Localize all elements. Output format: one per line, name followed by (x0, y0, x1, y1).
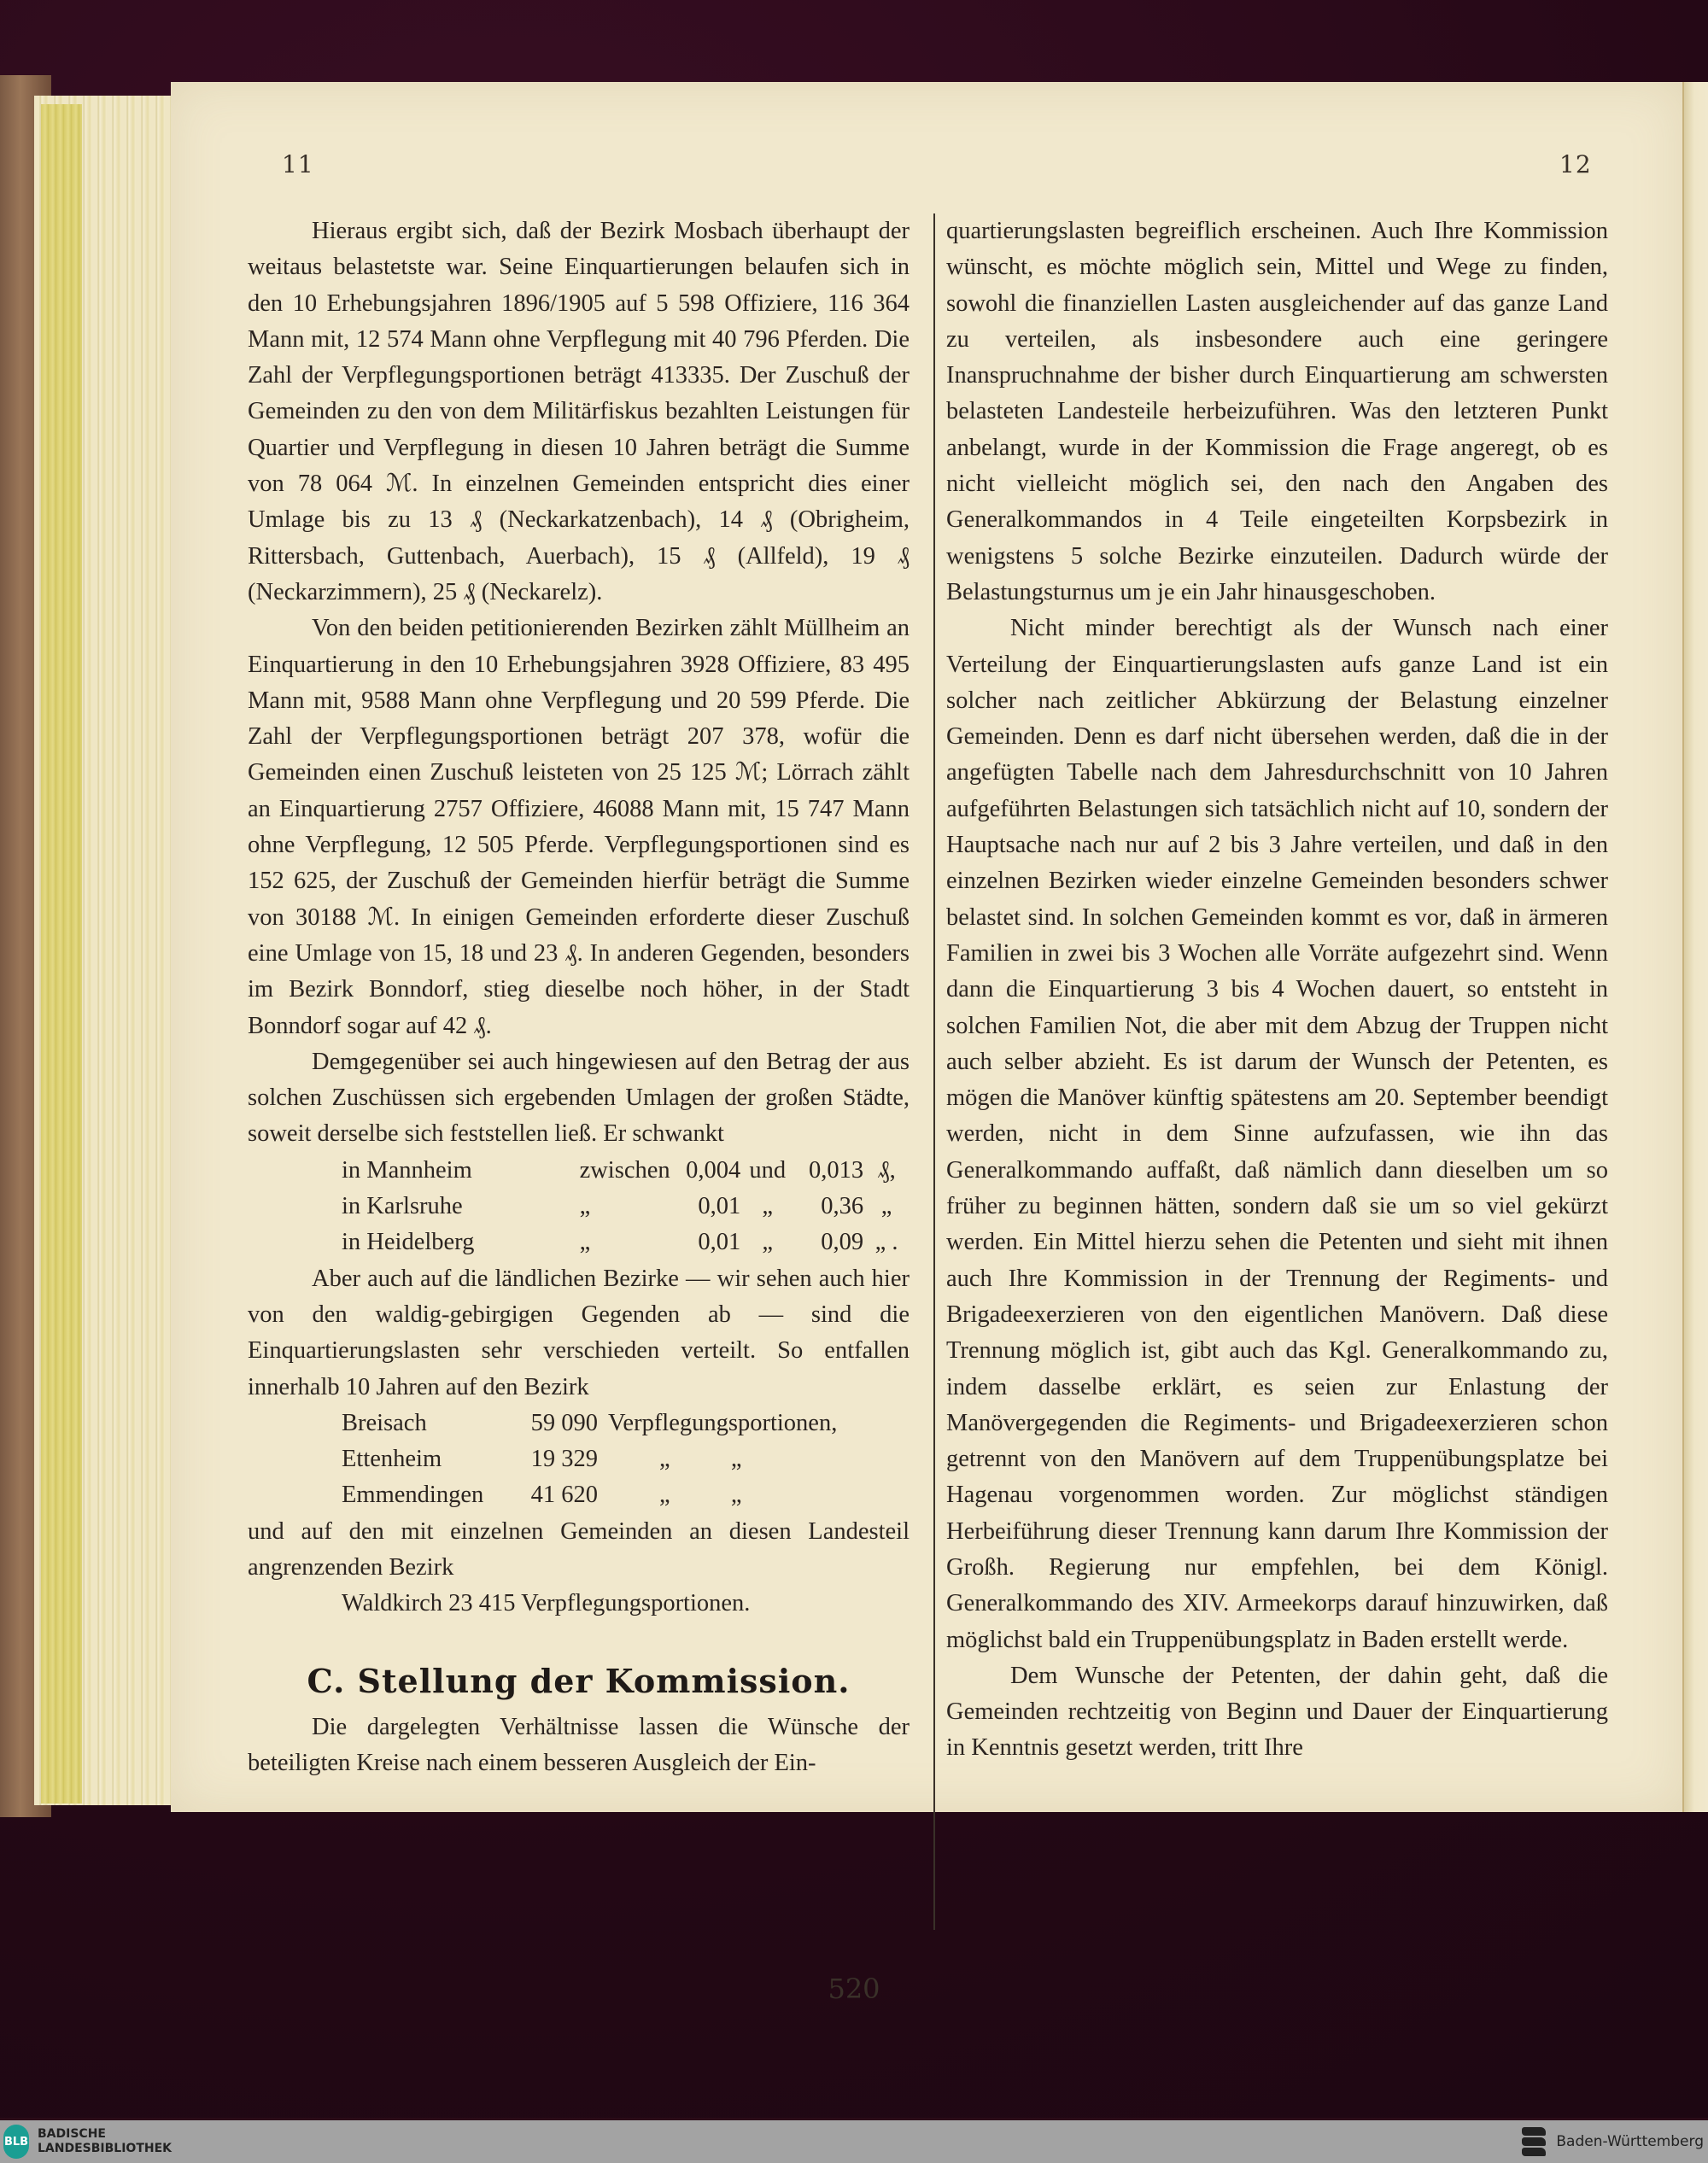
column-divider (933, 213, 935, 1930)
right-paragraph-3: Dem Wunsche der Petenten, der dahin geht, daß die Gemeinden rechtzeitig von Beginn und Dauer der Einquartierung in Kenntnis gesetzt werden, tritt Ihre (946, 1662, 1608, 1762)
city-joiner: „ (762, 1229, 774, 1256)
book-gutter (1682, 82, 1708, 1812)
district-name: Breisach (342, 1409, 427, 1436)
blb-logo-line1: BADISCHE (38, 2127, 106, 2141)
city-rate-from: 0,004 (686, 1156, 741, 1184)
right-column (946, 213, 1608, 1767)
three-lions-icon (1522, 2127, 1546, 2156)
city-unit: „ . (874, 1229, 898, 1256)
district-value: 19 329 (530, 1446, 598, 1473)
city-prefix: „ (579, 1193, 591, 1220)
section-heading: C. Stellung der Kommission. (307, 1661, 851, 1700)
blb-logo-text (38, 2127, 172, 2156)
city-name: in Karlsruhe (342, 1193, 463, 1220)
city-rates-list (248, 1153, 910, 1261)
district-unit: Verpflegungsportionen, (608, 1409, 838, 1436)
district-unit: „ „ (659, 1482, 742, 1509)
city-unit: „ (880, 1193, 892, 1220)
left-page-number: 11 (282, 150, 314, 178)
district-unit: „ „ (659, 1446, 742, 1473)
left-paragraph-2: Von den beiden petitionierenden Bezirken zählt Müllheim an Einquartierung in den 10 Erhebungsjahren 3928 Offiziere, 83 495 Mann mit, 9588 Mann ohne Verpflegung und 20 599 Pferde. Die Zahl der Verpflegungsportionen beträgt 207 378, wofür die Gemeinden einen Zuschuß leisteten von 25 125 ℳ; Lörrach zählt an Einquartierung 2757 Offiziere, 46088 Mann mit, 15 747 Mann ohne Verpflegung, 12 505 Pferde. Verpflegungsportionen sind es 152 625, der Zuschuß der Gemeinden hierfür beträgt die Summe von 30188 ℳ. In einigen Gemeinden erforderte dieser Zuschuß eine Umlage von 15, 18 und 23 ₰. In anderen Gegenden, besonders im Bezirk Bonndorf, stieg dieselbe noch höher, in der Stadt Bonndorf sogar auf 42 ₰. (248, 615, 910, 1039)
right-paragraph-1: quartierungslasten begreiflich erscheinen. Auch Ihre Kommission wünscht, es möchte möglich sein, Mittel und Wege zu finden, sowohl die finanziellen Lasten ausgleichender auf das ganze Land zu verteilen, als insbesondere auch eine geringere Inanspruchnahme der bisher durch Einquartierung am schwersten belasteten Landesteile herbeizuführen. Was den letzteren Punkt anbelangt, wurde in der Kommission die Frage angeregt, ob es nicht vielleicht möglich sei, den nach den Angaben des Generalkommandos in 4 Teile eingeteilten Korpsbezirk in wenigstens 5 solche Bezirke einzuteilen. Dadurch würde der Belastungsturnus um je ein Jahr hinausgeschoben. (946, 218, 1608, 605)
city-prefix: „ (579, 1229, 591, 1256)
viewer-footer-bar (0, 2120, 1708, 2163)
left-paragraph-4: Aber auch auf die ländlichen Bezirke — wir sehen auch hier von den waldig-gebirgigen Gegenden ab — sind die Einquartierungslasten sehr verschieden verteilt. So entfallen innerhalb 10 Jahren auf den Bezirk (248, 1265, 910, 1400)
city-unit: ₰, (877, 1156, 896, 1184)
right-paragraph-2: Nicht minder berechtigt als der Wunsch nach einer Verteilung der Einquartierungslasten aufs ganze Land ist ein solcher nach zeitlicher Abkürzung der Belastung einzelner Gemeinden. Denn es darf nicht übersehen werden, daß die in der angefügten Tabelle nach dem Jahresdurchschnitt von 10 Jahren aufgeführten Belastungen sich tatsächlich nicht auf 10, sondern der Hauptsache nach nur auf 2 bis 3 Jahre verteilen, und daß in den einzelnen Bezirken wieder einzelne Gemeinden besonders schwer belastet sind. In solchen Gemeinden kommt es vor, daß in ärmeren Familien in zwei bis 3 Wochen alle Vorräte aufgezehrt sind. Wenn dann die Einquartierung 3 bis 4 Wochen dauert, so entsteht in solchen Familien Not, die aber mit dem Abzug der Truppen nicht auch selber abzieht. Es ist darum der Wunsch der Petenten, es mögen die Manöver künftig spätestens am 20. September beendigt werden, nicht in dem Sinne aufzufassen, wie ihn das Generalkommando auffaßt, daß nämlich dann dieselben um so früher zu beginnen hätten, sondern daß sie um so viel gekürzt werden. Ein Mittel hierzu sehen die Petenten und sieht mit ihnen auch Ihre Kommission in der Trennung der Regiments- und Brigadeexerzieren von den eigentlichen Manövern. Daß diese Trennung möglich ist, gibt auch das Kgl. Generalkommando zu, indem dasselbe erklärt, es seien zur Enlastung der Manövergegenden die Regiments- und Brigadeexerzieren schon getrennt von den Manövern auf dem Truppenübungsplatze bei Hagenau vorgenommen worden. Zur möglichst ständigen Herbeiführung dieser Trennung kann darum Ihre Kommission der Großh. Regierung nur empfehlen, bei dem Königl. Generalkommando des XIV. Armeekorps darauf hinzuwirken, daß möglichst bald ein Truppenübungsplatz in Baden erstellt werde. (946, 615, 1608, 1653)
left-paragraph-3: Demgegenüber sei auch hingewiesen auf den Betrag der aus solchen Zuschüssen sich ergebenden Umlagen der großen Städte, soweit derselbe sich feststellen ließ. Er schwankt (248, 1048, 910, 1148)
bw-logo[interactable] (1522, 2127, 1708, 2156)
blb-logo[interactable] (0, 2125, 172, 2159)
city-joiner: „ (762, 1193, 774, 1220)
district-value: 41 620 (530, 1482, 598, 1509)
district-name: Emmendingen (342, 1482, 484, 1509)
district-row (248, 1441, 910, 1477)
blb-badge-icon: BLB (3, 2125, 29, 2159)
city-name: in Mannheim (342, 1156, 472, 1184)
blb-logo-line2: LANDESBIBLIOTHEK (38, 2142, 173, 2155)
city-rate-from: 0,01 (698, 1229, 741, 1256)
left-column (248, 213, 910, 1781)
page-stack-edges (34, 96, 180, 1805)
waldkirch-line: Waldkirch 23 415 Verpflegungsportionen. (342, 1590, 751, 1617)
city-name: in Heidelberg (342, 1229, 475, 1256)
city-prefix: zwischen (579, 1156, 670, 1184)
city-rate-row (248, 1225, 910, 1260)
city-rate-to: 0,36 (821, 1193, 864, 1220)
district-name: Ettenheim (342, 1446, 442, 1473)
right-page-number: 12 (1559, 150, 1592, 178)
city-rate-from: 0,01 (698, 1193, 741, 1220)
district-list (248, 1406, 910, 1514)
city-rate-to: 0,09 (821, 1229, 864, 1256)
left-paragraph-6: Die dargelegten Verhältnisse lassen die Wünsche der beteiligten Kreise nach einem besseren Ausgleich der Ein- (248, 1713, 910, 1777)
city-rate-row (248, 1189, 910, 1225)
city-joiner: und (749, 1156, 787, 1184)
city-rate-to: 0,013 (808, 1156, 864, 1184)
bw-logo-text: Baden-Württemberg (1556, 2133, 1704, 2150)
left-paragraph-1: Hieraus ergibt sich, daß der Bezirk Mosbach überhaupt der weitaus belastetste war. Seine Einquartierungen belaufen sich in den 10 Erhebungsjahren 1896/1905 auf 5 598 Offiziere, 116 364 Mann mit, 12 574 Mann ohne Verpflegung mit 40 796 Pferden. Die Zahl der Verpflegungsportionen beträgt 413335. Der Zuschuß der Gemeinden zu den von dem Militärfiskus bezahlten Leistungen für Quartier und Verpflegung in diesen 10 Jahren beträgt die Summe von 78 064 ℳ. In einzelnen Gemeinden entspricht dies einer Umlage bis zu 13 ₰ (Neckarkatzenbach), 14 ₰ (Obrigheim, Rittersbach, Guttenbach, Auerbach), 15 ₰ (Allfeld), 19 ₰ (Neckarzimmern), 25 ₰ (Neckarelz). (248, 218, 910, 605)
district-row (248, 1477, 910, 1513)
page-stack-yellow (41, 104, 82, 1803)
city-rate-row (248, 1153, 910, 1189)
district-row (248, 1406, 910, 1441)
footer-page-number: 520 (828, 1973, 880, 2005)
district-value: 59 090 (530, 1409, 598, 1436)
left-paragraph-5: und auf den mit einzelnen Gemeinden an diesen Landesteil angrenzenden Bezirk (248, 1517, 910, 1581)
